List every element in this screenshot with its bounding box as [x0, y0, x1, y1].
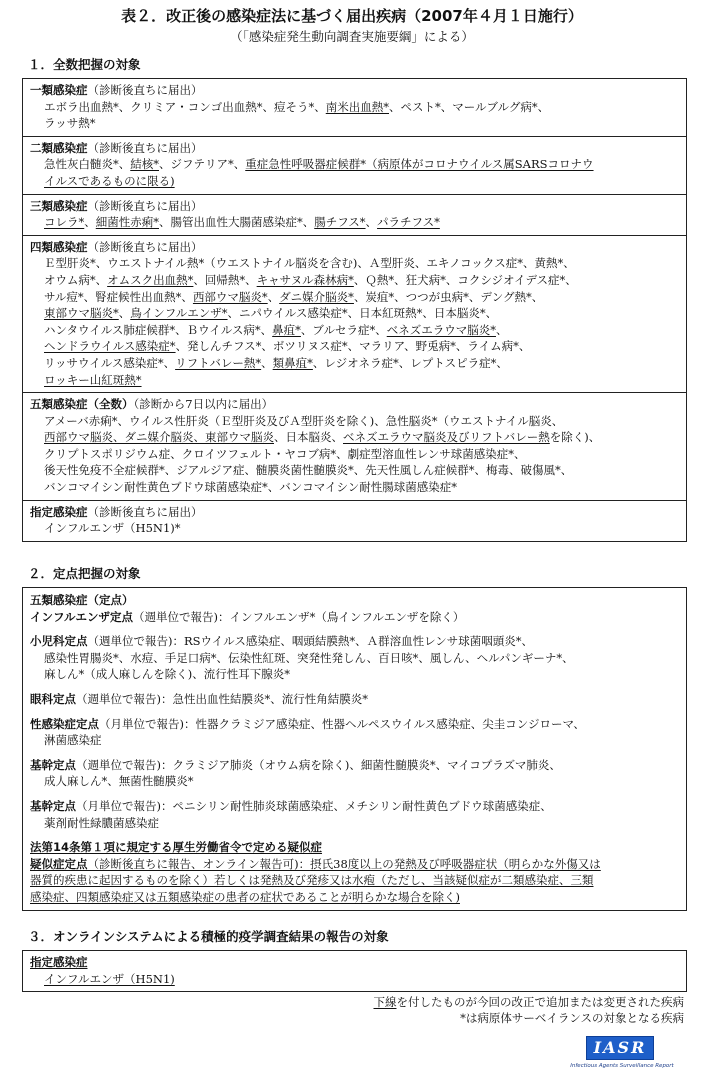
disease-text-changed: コレラ*	[44, 215, 85, 230]
sentinel-line	[30, 798, 678, 815]
disease-text-changed: ベネズエラウマ脳炎及びリフトバレー熱	[343, 430, 550, 445]
disease-text-changed: オムスク出血熱*	[107, 272, 194, 287]
sentinel-continuation: 薬剤耐性緑膿菌感染症	[44, 815, 159, 830]
disease-text: エボラ出血熱*、クリミア・コンゴ出血熱*、痘そう*、	[44, 99, 326, 114]
disease-text-changed: 南米出血熱*	[325, 99, 389, 114]
disease-list	[30, 214, 678, 231]
disease-line	[44, 479, 678, 496]
sentinel-group	[30, 633, 678, 683]
footnote-line1: を付したものが今回の改正で追加または変更された疾病	[396, 995, 684, 1009]
disease-text: 、ニパウイルス感染症*、日本紅斑熱*、日本脳炎*、	[227, 306, 498, 321]
section3-frame	[22, 950, 687, 992]
disease-class-label: 指定感染症	[30, 504, 88, 519]
footnote-line2: *は病原体サーベイランスの対象となる疾病	[460, 1011, 684, 1025]
disease-text-changed: 細菌性赤痢*	[95, 215, 159, 230]
disease-text-changed: 結核*	[130, 157, 159, 172]
disease-text-changed: ベネズエラウマ脳炎*	[386, 322, 496, 337]
disease-box-header	[30, 396, 678, 413]
sentinel-label: インフルエンザ定点	[30, 609, 134, 624]
disease-line	[44, 214, 678, 231]
disease-line	[44, 446, 678, 463]
disease-text: ハンタウイルス肺症候群*、Ｂウイルス病*、	[44, 322, 273, 337]
sentinel-group	[30, 691, 678, 708]
table-subtitle: （「感染症発生動向調査実施要綱」による）	[230, 29, 474, 44]
disease-text-changed: 鳥インフルエンザ*	[130, 306, 228, 321]
disease-line	[44, 322, 678, 339]
disease-text: を除く)、	[549, 430, 601, 445]
sentinel-label: 基幹定点	[30, 798, 76, 813]
sentinel-text: （週単位で報告)：RSウイルス感染症、咽頭結膜熱*、Ａ群溶血性レンサ球菌咽頭炎*、	[87, 634, 534, 649]
disease-text-changed: 西部ウマ脳炎*	[192, 289, 268, 304]
disease-line	[44, 156, 678, 173]
disease-text-changed: 東部ウマ脳炎*	[44, 306, 119, 321]
disease-text-changed: パラチフス*	[377, 215, 440, 230]
disease-box-header	[30, 239, 678, 256]
disease-list	[30, 99, 678, 132]
disease-text: Ｅ型肝炎*、ウエストナイル熱*（ウエストナイル脳炎を含む)、Ａ型肝炎、エキノコックス症*、黄熱*、	[44, 256, 575, 271]
disease-text: 、日本脳炎、	[274, 430, 343, 445]
sentinel-continuation: 感染性胃腸炎*、水痘、手足口病*、伝染性紅斑、突発性発しん、百日咳*、風しん、ヘルパンギーナ*、	[44, 650, 574, 665]
disease-text: 、腸管出血性大腸菌感染症*、	[159, 215, 315, 230]
notification-rule: （診断後直ちに届出）	[87, 140, 203, 155]
section3-label: 指定感染症	[30, 955, 88, 969]
disease-text: 、ブルセラ症*、	[300, 322, 387, 337]
sentinel-text: （週単位で報告)：急性出血性結膜炎*、流行性角結膜炎*	[76, 691, 368, 706]
notification-rule: （診断から7日以内に届出）	[133, 397, 274, 412]
sentinel-group	[30, 609, 678, 626]
disease-text: 、ジフテリア*、	[159, 157, 246, 172]
notification-rule: （診断後直ちに届出）	[87, 504, 203, 519]
disease-text: 、Ｑ熱*、狂犬病*、コクシジオイデス症*、	[353, 272, 577, 287]
sentinel-label: 性感染症定点	[30, 716, 99, 731]
sentinel-line	[30, 633, 678, 650]
footnotes	[300, 994, 684, 1026]
disease-text: 急性灰白髄炎*、	[44, 157, 131, 172]
section1-frame	[22, 78, 687, 542]
disease-text: 、	[118, 306, 131, 321]
disease-list	[30, 156, 678, 189]
disease-line	[44, 99, 678, 116]
disease-line	[44, 272, 678, 289]
disease-class-label: 一類感染症	[30, 83, 88, 97]
disease-text: インフルエンザ（H5N1)*	[44, 521, 181, 536]
disease-text: 、炭疽*、つつが虫病*、デング熱*、	[353, 289, 544, 304]
notification-rule: （診断後直ちに届出）	[87, 239, 203, 254]
disease-text: 、ペスト*、マールブルグ病*、	[389, 99, 550, 114]
section2-groups	[30, 609, 678, 832]
disease-text: ラッサ熱*	[44, 116, 96, 131]
disease-text: 、発しんチフス*、ボツリヌス症*、マラリア、野兎病*、ライム病*、	[175, 339, 531, 354]
disease-text: バンコマイシン耐性黄色ブドウ球菌感染症*、バンコマイシン耐性腸球菌感染症*	[44, 480, 457, 495]
disease-box-header	[30, 140, 678, 157]
sentinel-group	[30, 798, 678, 831]
disease-box-header	[30, 82, 678, 99]
disease-box	[23, 79, 686, 136]
disease-text-changed: イルスであるものに限る)	[44, 173, 175, 188]
disease-line	[44, 338, 678, 355]
disease-text: 、	[495, 322, 508, 337]
disease-line	[44, 115, 678, 132]
disease-line	[44, 413, 678, 430]
sentinel-label: 眼科定点	[30, 691, 76, 706]
disease-list	[30, 413, 678, 496]
disease-text: 、	[84, 215, 96, 230]
law-text: 感染症、四類感染症又は五類感染症の患者の症状であることが明らかな場合を除く)	[30, 889, 460, 904]
iasr-logo-caption: Infectious Agents Surveillance Report	[570, 1063, 674, 1069]
law-label: 疑似症定点	[30, 856, 88, 871]
disease-text: リッサウイルス感染症*、	[44, 355, 176, 370]
sentinel-group	[30, 716, 678, 749]
sentinel-label: 基幹定点	[30, 757, 76, 772]
disease-box	[23, 500, 686, 541]
law-text: （診断後直ちに報告、オンライン報告可)：摂氏38度以上の発熱及び呼吸器症状（明らかな外傷又は	[87, 856, 601, 871]
disease-box	[23, 235, 686, 392]
sentinel-text: （週単位で報告)：インフルエンザ*（鳥インフルエンザを除く）	[133, 609, 465, 624]
sentinel-line	[30, 691, 678, 708]
law-lines	[30, 856, 678, 906]
disease-text-changed: ダニ媒介脳炎*	[279, 289, 354, 304]
disease-list	[30, 520, 678, 537]
disease-class-label: 二類感染症	[30, 140, 88, 155]
disease-text-changed: キャサヌル森林病*	[256, 272, 354, 287]
sentinel-group	[30, 757, 678, 790]
disease-line	[44, 255, 678, 272]
sentinel-text: （週単位で報告)：クラミジア肺炎（オウム病を除く)、細菌性髄膜炎*、マイコプラズマ肺炎、	[76, 757, 561, 772]
disease-box-header	[30, 198, 678, 215]
sentinel-text: （月単位で報告)：性器クラミジア感染症、性器ヘルペスウイルス感染症、尖圭コンジローマ、	[99, 716, 585, 731]
disease-text: サル痘*、腎症候性出血熱*、	[44, 289, 193, 304]
section2-header-label: 五類感染症（定点）	[30, 593, 134, 607]
disease-box-header	[30, 504, 678, 521]
disease-line	[44, 355, 678, 372]
disease-text: 、	[261, 355, 273, 370]
law-line	[30, 856, 678, 873]
disease-text-changed: リフトバレー熱*	[175, 355, 262, 370]
sentinel-line	[30, 757, 678, 774]
sentinel-continuation: 麻しん*（成人麻しんを除く)、流行性耳下腺炎*	[44, 667, 290, 682]
sentinel-line	[30, 716, 678, 733]
sentinel-continuation: 成人麻しん*、無菌性髄膜炎*	[44, 774, 194, 789]
disease-line	[44, 520, 678, 537]
disease-class-label: 三類感染症	[30, 198, 88, 213]
notification-rule: （診断後直ちに届出）	[87, 198, 203, 213]
law-block	[30, 839, 678, 905]
disease-text: 後天性免疫不全症候群*、ジアルジア症、髄膜炎菌性髄膜炎*、先天性風しん症候群*、梅毒、破傷風*、	[44, 463, 573, 478]
footnote-underline-word: 下線	[373, 995, 397, 1009]
disease-text: 、	[365, 215, 378, 230]
disease-line	[44, 173, 678, 190]
disease-line	[44, 462, 678, 479]
disease-text-changed: 類鼻疽*	[272, 355, 313, 370]
law-line	[30, 872, 678, 889]
disease-text-changed: 西部ウマ脳炎、ダニ媒介脳炎、東部ウマ脳炎	[44, 430, 274, 445]
law-text: 器質的疾患に起因するものを除く）若しくは発熱及び発疹又は水疱（ただし、当該疑似症が二類感染症、三類	[30, 873, 594, 888]
disease-text-changed: 重症急性呼吸器症候群*（病原体がコロナウイルス属SARSコロナウ	[245, 157, 594, 172]
disease-text-changed: ヘンドラウイルス感染症*	[44, 339, 176, 354]
disease-box	[23, 136, 686, 194]
iasr-logo: IASR	[586, 1036, 654, 1060]
sentinel-continuation: 淋菌感染症	[44, 733, 102, 748]
notification-rule: （診断後直ちに届出）	[87, 83, 203, 97]
section3-line: インフルエンザ（H5N1)	[44, 971, 175, 986]
disease-text: 、回帰熱*、	[193, 272, 257, 287]
section2-heading: ２．定点把握の対象	[28, 566, 141, 581]
section2-frame	[22, 587, 687, 911]
disease-line	[44, 305, 678, 322]
table-title: 表２．改正後の感染症法に基づく届出疾病（2007年４月１日施行）	[121, 7, 583, 25]
disease-text-changed: 腸チフス*	[314, 215, 366, 230]
disease-text: クリプトスポリジウム症、クロイツフェルト・ヤコブ病*、劇症型溶血性レンサ球菌感染症*、	[44, 446, 526, 461]
disease-list	[30, 255, 678, 388]
disease-text: オウム病*、	[44, 272, 108, 287]
sentinel-line	[30, 609, 678, 626]
law-heading: 法第14条第１項に規定する厚生労働省令で定める疑似症	[30, 840, 323, 855]
disease-box	[23, 194, 686, 235]
sentinel-label: 小児科定点	[30, 634, 88, 649]
law-line	[30, 889, 678, 906]
disease-line	[44, 372, 678, 389]
disease-line	[44, 289, 678, 306]
section1-heading: １．全数把握の対象	[28, 57, 141, 72]
disease-text: 、	[267, 289, 280, 304]
disease-box	[23, 392, 686, 500]
disease-class-label: 五類感染症（全数）	[30, 397, 134, 412]
disease-text-changed: 鼻疽*	[272, 322, 301, 337]
disease-class-label: 四類感染症	[30, 239, 88, 254]
disease-text: 、レジオネラ症*、レプトスピラ症*、	[312, 355, 508, 370]
section3-heading: ３．オンラインシステムによる積極的疫学調査結果の報告の対象	[28, 929, 389, 944]
disease-text-changed: ロッキー山紅斑熱*	[44, 372, 142, 387]
disease-line	[44, 429, 678, 446]
disease-text: アメーバ赤痢*、ウイルス性肝炎（Ｅ型肝炎及びＡ型肝炎を除く)、急性脳炎*（ウエストナイル脳炎、	[44, 413, 564, 428]
sentinel-text: （月単位で報告)：ペニシリン耐性肺炎球菌感染症、メチシリン耐性黄色ブドウ球菌感染症、	[76, 798, 552, 813]
